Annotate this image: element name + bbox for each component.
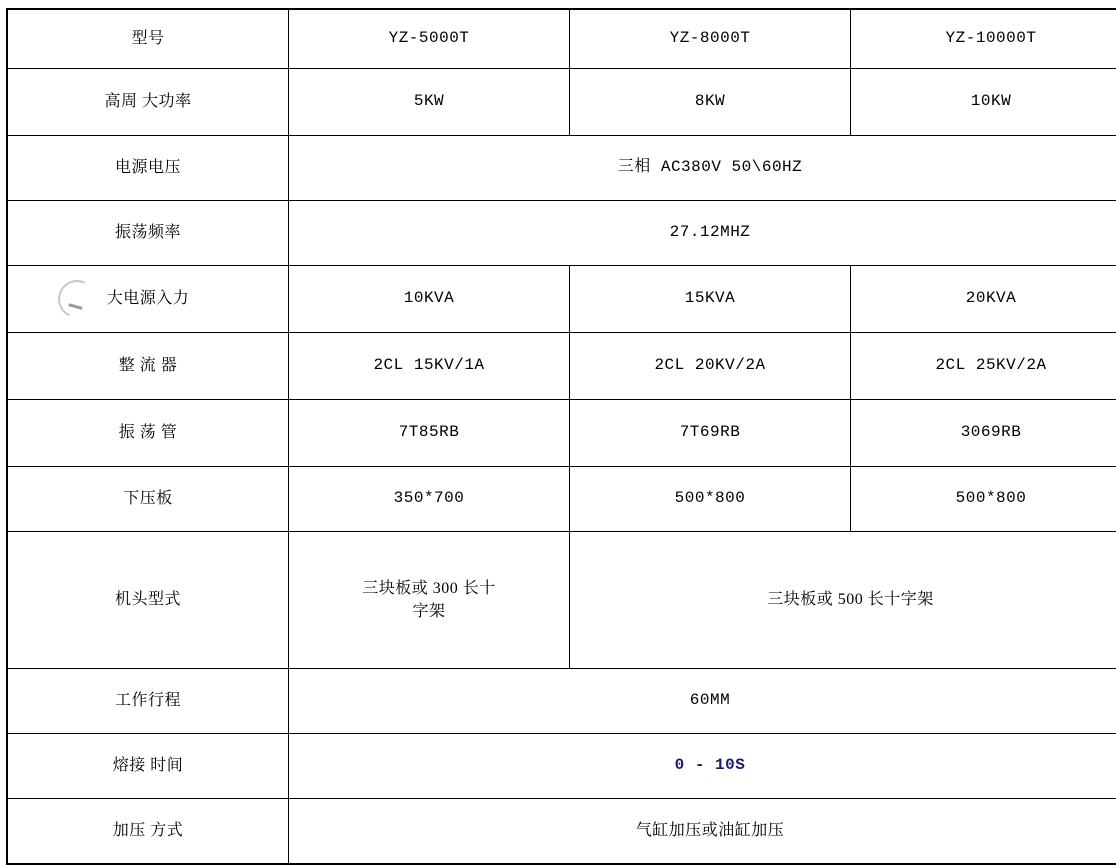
table-row [7,201,1116,266]
cell-pressure-method-all: 气缸加压或油缸加压 [289,799,1116,865]
row-label-voltage: 电源电压 [7,136,289,201]
table-row [7,467,1116,532]
row-label-stroke: 工作行程 [7,669,289,734]
head-type-line-1: 三块板或 300 长十 [291,577,567,600]
cell-power-1: 5KW [289,69,570,136]
specification-table [6,8,1116,865]
cell-rectifier-1: 2CL 15KV/1A [289,333,570,400]
head-type-line-2: 字架 [291,600,567,623]
row-label-rectifier: 整 流 器 [7,333,289,400]
row-label-power: 高周 大功率 [7,69,289,136]
table-row [7,136,1116,201]
cell-input-3: 20KVA [851,266,1116,333]
cell-model-8000t: YZ-8000T [570,9,851,69]
table-row [7,799,1116,865]
row-label-lower-plate: 下压板 [7,467,289,532]
cell-head-type-small [289,532,570,669]
cell-input-2: 15KVA [570,266,851,333]
cell-voltage-all: 三相 AC380V 50\60HZ [289,136,1116,201]
cell-rectifier-2: 2CL 20KV/2A [570,333,851,400]
row-label-frequency: 振荡频率 [7,201,289,266]
table-row [7,69,1116,136]
cell-tube-3: 3069RB [851,400,1116,467]
row-label-oscillator-tube: 振 荡 管 [7,400,289,467]
row-label-model: 型号 [7,9,289,69]
cell-tube-1: 7T85RB [289,400,570,467]
cell-welding-time-all: 0 - 10S [289,734,1116,799]
cell-plate-3: 500*800 [851,467,1116,532]
table-row [7,532,1116,669]
cell-stroke-all: 60MM [289,669,1116,734]
cell-model-10000t: YZ-10000T [851,9,1116,69]
cell-tube-2: 7T69RB [570,400,851,467]
table-row [7,266,1116,333]
cell-input-1: 10KVA [289,266,570,333]
table-row [7,9,1116,69]
row-label-input-power: 大电源入力 [7,266,289,333]
cell-power-3: 10KW [851,69,1116,136]
cell-power-2: 8KW [570,69,851,136]
cell-plate-1: 350*700 [289,467,570,532]
table-row [7,669,1116,734]
cell-model-5000t: YZ-5000T [289,9,570,69]
table-row [7,333,1116,400]
table-row [7,400,1116,467]
cell-head-type-wide: 三块板或 500 长十字架 [570,532,1116,669]
row-label-welding-time: 熔接 时间 [7,734,289,799]
cell-plate-2: 500*800 [570,467,851,532]
table-row [7,734,1116,799]
row-label-head-type: 机头型式 [7,532,289,669]
cell-frequency-all: 27.12MHZ [289,201,1116,266]
row-label-pressure-method: 加压 方式 [7,799,289,865]
cell-rectifier-3: 2CL 25KV/2A [851,333,1116,400]
